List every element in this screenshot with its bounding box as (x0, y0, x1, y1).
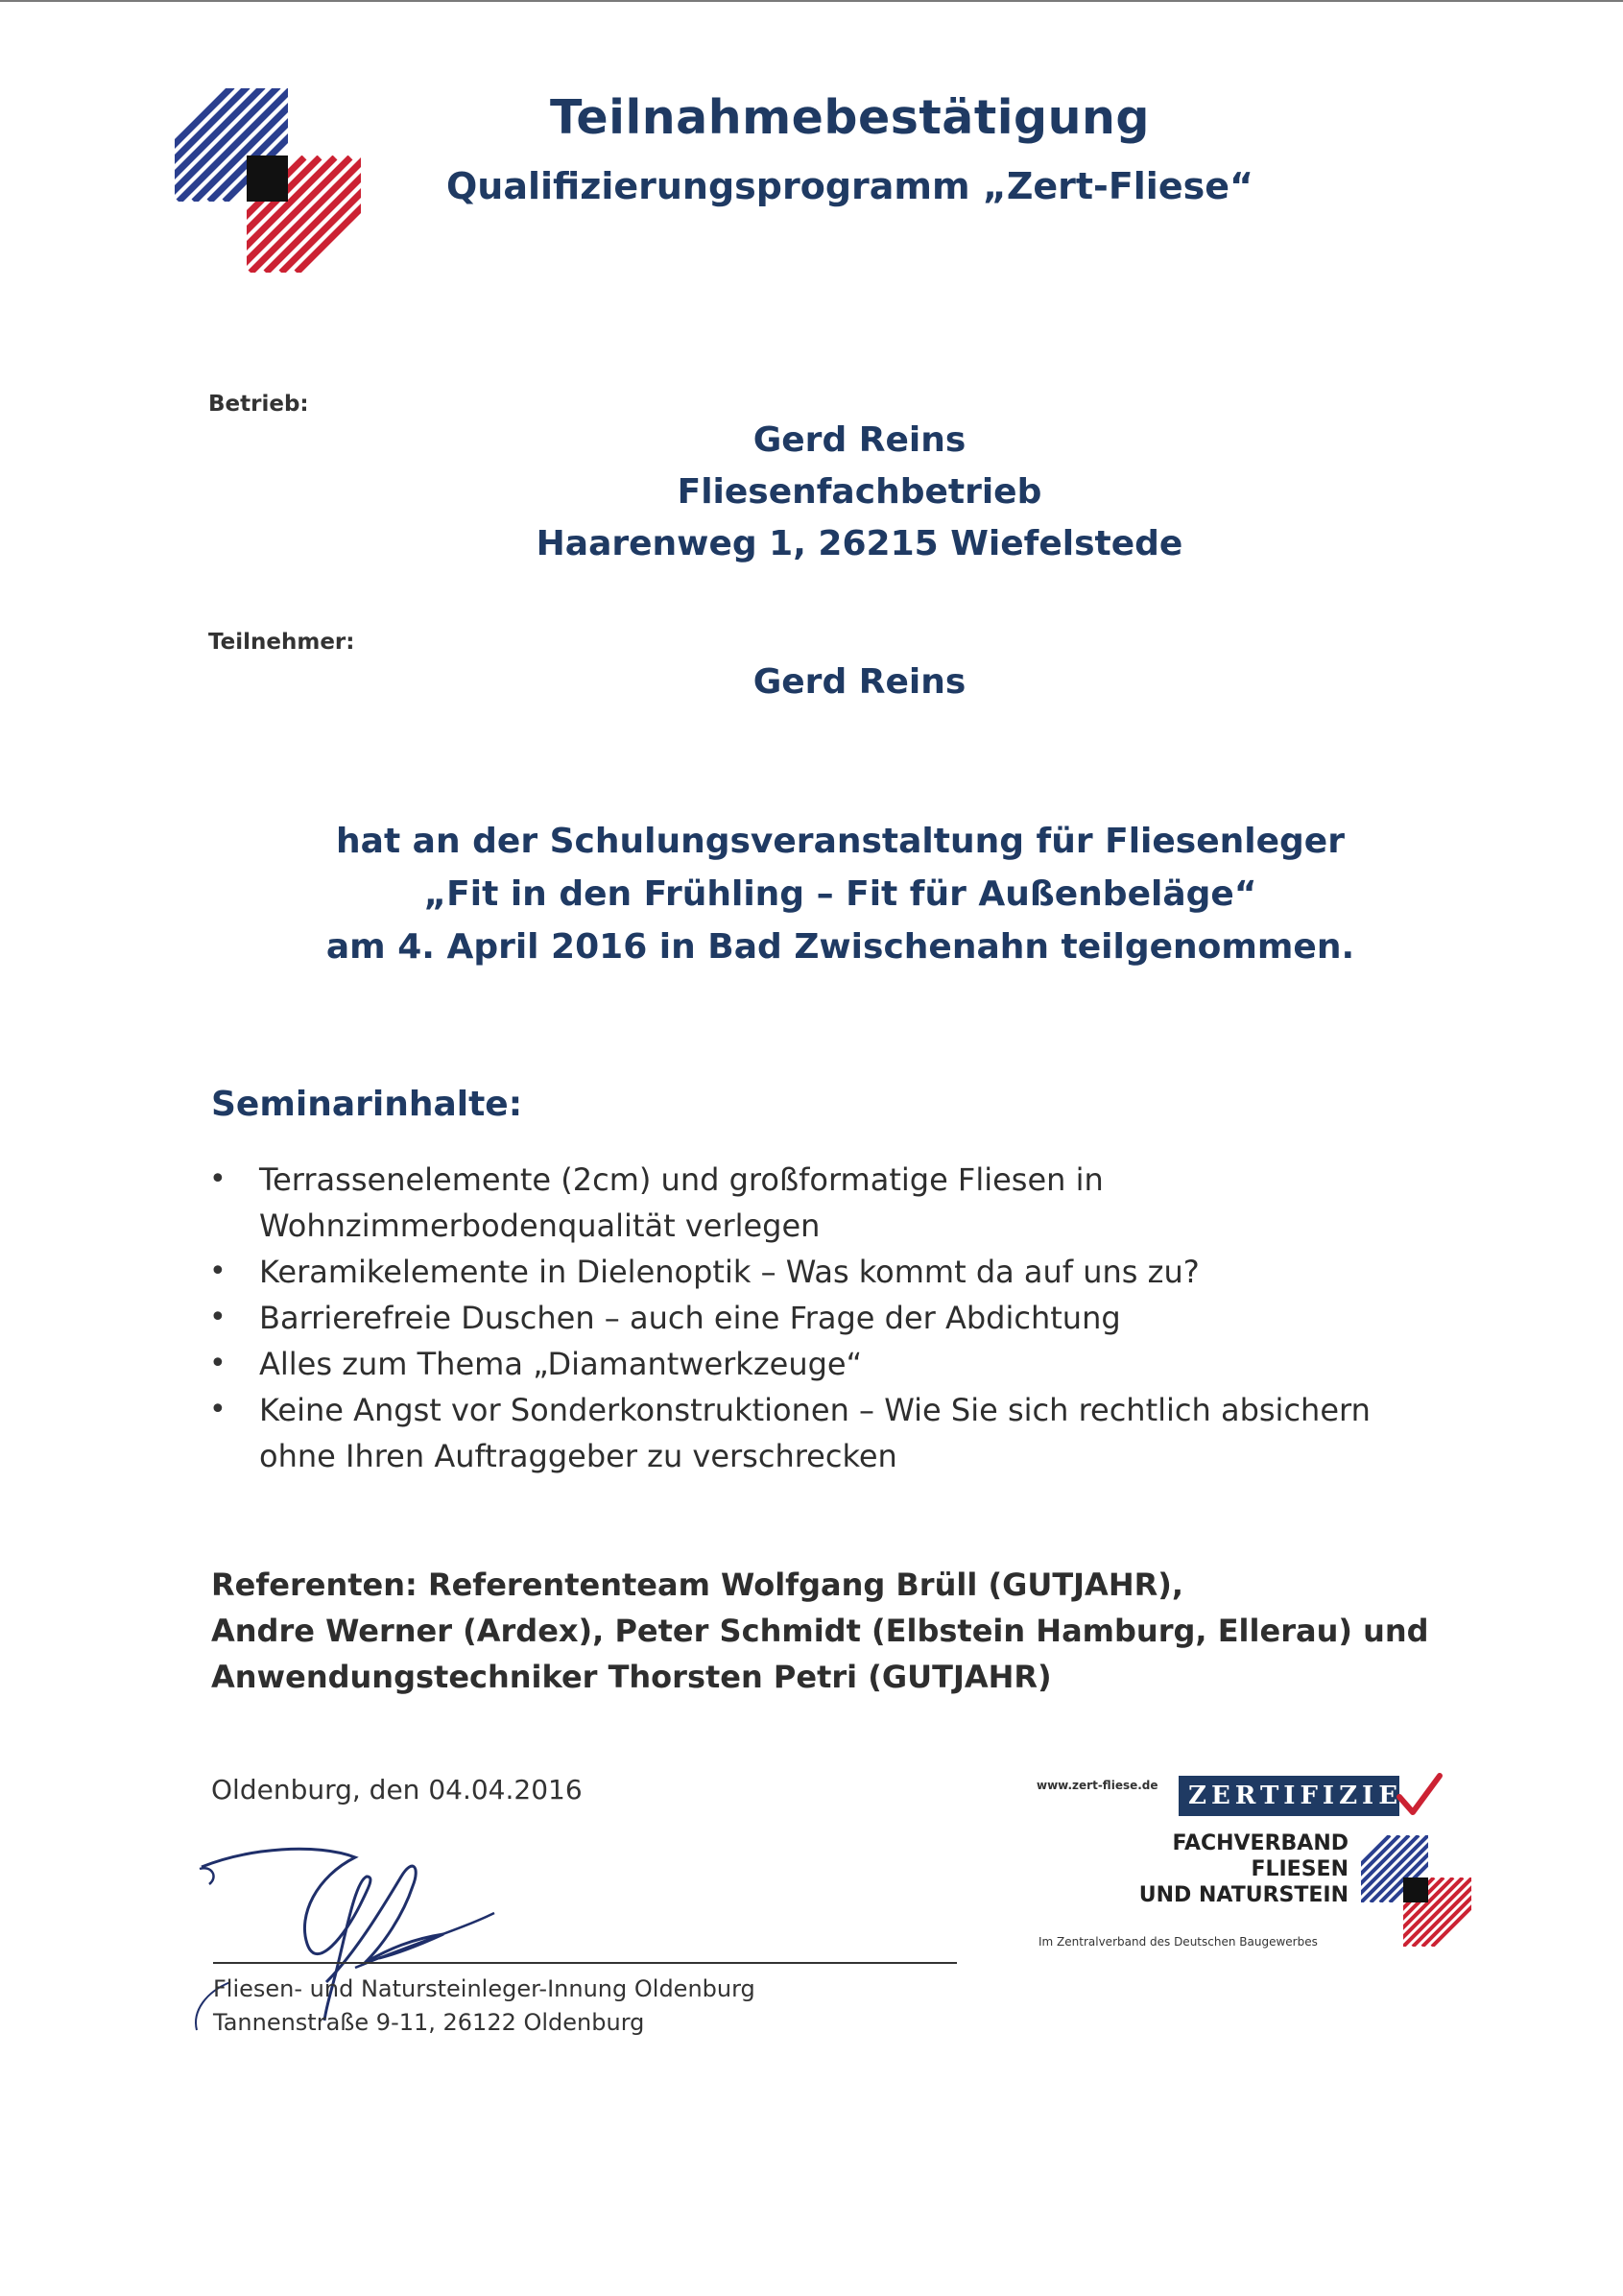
fachverband-logo (1361, 1835, 1471, 1947)
org-name: Fliesen- und Natursteinleger-Innung Oldenburg (213, 1975, 755, 2002)
zertifiziert-badge: ZERTIFIZIERT (1179, 1776, 1399, 1816)
checkmark-icon (1392, 1770, 1445, 1820)
list-item (209, 1249, 1409, 1295)
participant-name: Gerd Reins (752, 662, 967, 702)
top-border (0, 0, 1623, 2)
list-item (209, 1157, 1409, 1249)
list-item (209, 1341, 1409, 1387)
assoc-line-1: FACHVERBAND (1172, 1831, 1349, 1855)
assoc-line-3: UND NATURSTEIN (1138, 1883, 1349, 1907)
org-address: Tannenstraße 9-11, 26122 Oldenburg (213, 2009, 645, 2036)
statement-line-1: hat an der Schulungsveranstaltung für Fliesenleger (336, 822, 1345, 861)
website-link: www.zert-fliese.de (1037, 1779, 1158, 1792)
bullet-icon: • (209, 1255, 227, 1288)
bullet-icon: • (209, 1347, 227, 1380)
bullet-icon: • (209, 1393, 227, 1426)
bullet-icon: • (209, 1162, 227, 1196)
company-type: Fliesenfachbetrieb (677, 472, 1042, 512)
seminar-list (209, 1157, 1409, 1479)
list-item (209, 1387, 1409, 1479)
list-item-text: Keine Angst vor Sonderkonstruktionen – Wie Sie sich rechtlich absichern ohne Ihren Auftraggeber zu verschrecken (259, 1392, 1371, 1474)
zentralverband-note: Im Zentralverband des Deutschen Baugewerbes (1038, 1935, 1318, 1949)
company-label: Betrieb: (208, 392, 309, 417)
participant-label: Teilnehmer: (208, 630, 355, 655)
list-item-text: Barrierefreie Duschen – auch eine Frage der Abdichtung (259, 1300, 1121, 1336)
list-item-text: Terrassenelemente (2cm) und großformatige Fliesen in Wohnzimmerbodenqualität verlegen (259, 1161, 1104, 1244)
list-item (209, 1295, 1409, 1341)
page-title: Teilnahmebestätigung (550, 90, 1150, 145)
bullet-icon: • (209, 1301, 227, 1334)
place-date: Oldenburg, den 04.04.2016 (211, 1774, 583, 1806)
seminar-heading: Seminarinhalte: (211, 1085, 523, 1124)
referents-line-3: Anwendungstechniker Thorsten Petri (GUTJAHR) (211, 1659, 1052, 1695)
statement-line-3: am 4. April 2016 in Bad Zwischenahn teilgenommen. (325, 927, 1355, 967)
referents-line-1: Referenten: Referententeam Wolfgang Brüll (GUTJAHR), (211, 1567, 1184, 1603)
list-item-text: Alles zum Thema „Diamantwerkzeuge“ (259, 1346, 863, 1382)
referents-line-2: Andre Werner (Ardex), Peter Schmidt (Elbstein Hamburg, Ellerau) und (211, 1613, 1429, 1649)
company-name: Gerd Reins (752, 420, 967, 460)
assoc-line-2: FLIESEN (1251, 1857, 1349, 1881)
page-subtitle: Qualifizierungsprogramm „Zert-Fliese“ (446, 165, 1253, 207)
list-item-text: Keramikelemente in Dielenoptik – Was kommt da auf uns zu? (259, 1254, 1200, 1290)
company-address: Haarenweg 1, 26215 Wiefelstede (536, 524, 1183, 563)
statement-line-2: „Fit in den Frühling – Fit für Außenbeläge“ (423, 874, 1257, 914)
signature-line (213, 1962, 957, 1964)
